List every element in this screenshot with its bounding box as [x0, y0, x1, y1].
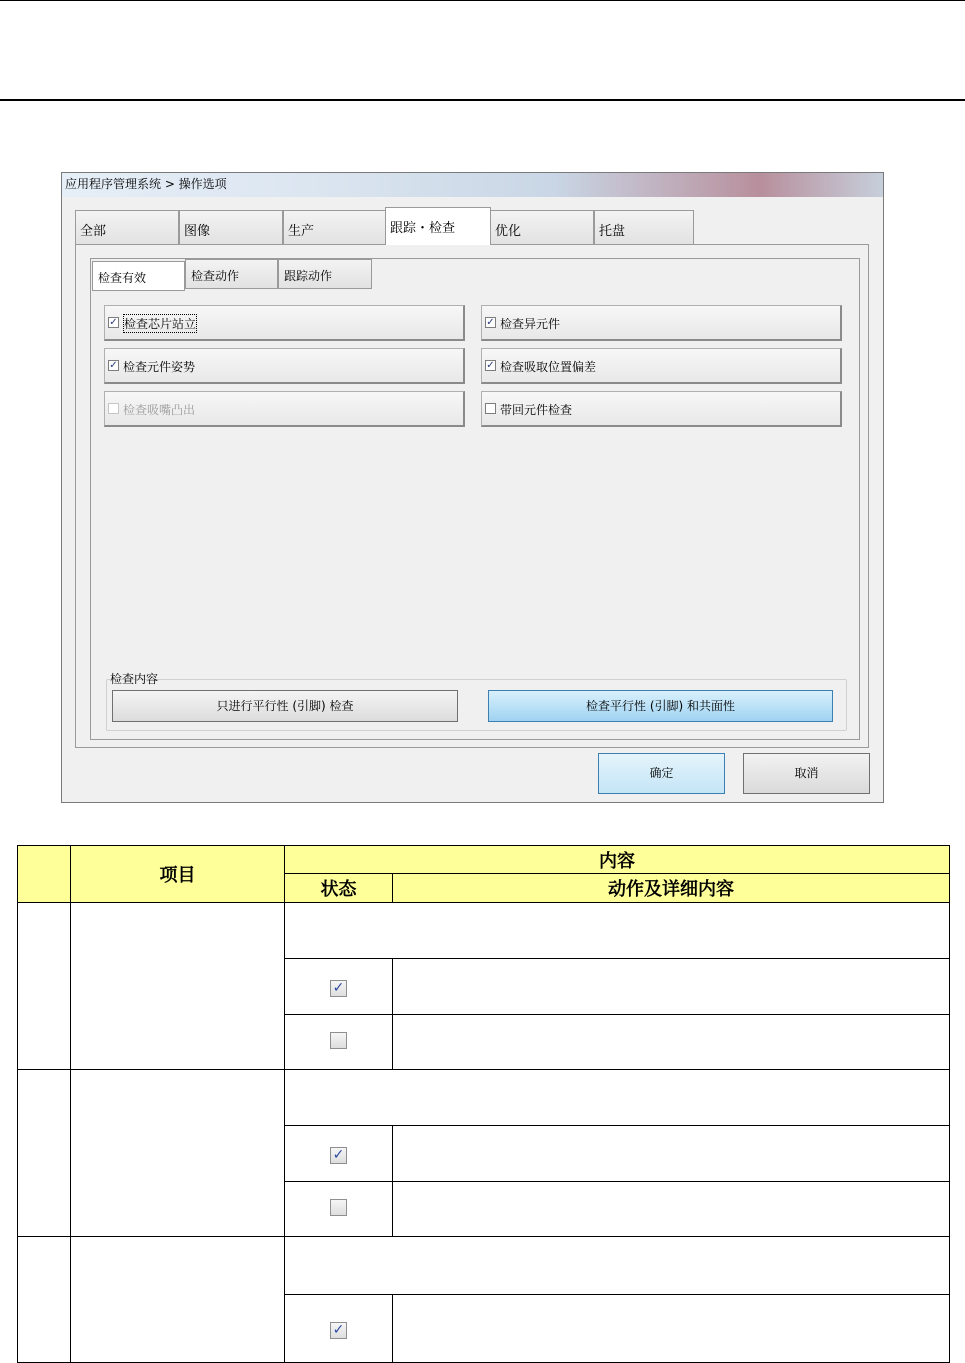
row-number-cell — [18, 903, 71, 1070]
status-cell — [285, 1126, 393, 1182]
tab-all-label: 全部 — [80, 224, 107, 239]
checkbox-checked-icon[interactable]: ✓ — [109, 360, 118, 371]
spec-table — [17, 845, 950, 1363]
checkbox-checked-icon: ✓ — [330, 1322, 347, 1339]
checkbox-checked-icon: ✓ — [330, 1147, 347, 1164]
subtab-tracking-actions[interactable] — [278, 259, 372, 289]
action-cell — [393, 1015, 950, 1070]
options-window — [61, 172, 884, 803]
row-number-cell — [18, 1237, 71, 1363]
item-cell — [71, 1237, 285, 1363]
tab-image[interactable] — [179, 210, 283, 244]
action-cell — [393, 959, 950, 1015]
option-label: 检查吸嘴凸出 — [123, 403, 196, 417]
subtab-check-enabled[interactable] — [92, 261, 185, 291]
option-nozzle-protrusion — [104, 391, 465, 427]
checkbox-disabled-icon — [108, 403, 119, 414]
header-content: 内容 — [285, 846, 950, 874]
tab-image-label: 图像 — [184, 224, 211, 239]
description-cell — [285, 1070, 950, 1126]
ok-button[interactable]: 确定 — [598, 753, 725, 794]
option-chip-standing[interactable] — [104, 305, 465, 341]
tab-tray-label: 托盘 — [599, 224, 626, 239]
checkbox-unchecked-icon — [330, 1032, 347, 1049]
status-cell — [285, 1295, 393, 1363]
description-cell — [285, 1237, 950, 1295]
top-rule — [0, 0, 965, 1]
checkbox-checked-icon[interactable]: ✓ — [486, 317, 495, 328]
header-rule — [0, 99, 965, 101]
parallel-only-button[interactable]: 只进行平行性 (引脚) 检查 — [112, 690, 458, 722]
status-cell — [285, 1182, 393, 1237]
option-label: 带回元件检查 — [500, 403, 573, 417]
subtab-check-enabled-label: 检查有效 — [98, 271, 147, 285]
header-blank — [18, 846, 71, 903]
option-pickup-offset[interactable] — [481, 348, 842, 384]
checkbox-checked-icon[interactable]: ✓ — [109, 317, 118, 328]
row-number-cell — [18, 1070, 71, 1237]
checkbox-unchecked-icon — [330, 1199, 347, 1216]
action-cell — [393, 1182, 950, 1237]
tab-production[interactable] — [283, 210, 386, 244]
tab-optimize[interactable] — [490, 210, 594, 244]
tab-production-label: 生产 — [288, 224, 315, 239]
subtab-tracking-actions-label: 跟踪动作 — [284, 269, 333, 283]
tab-tracking-inspection[interactable] — [385, 207, 491, 245]
option-different-part[interactable] — [481, 305, 842, 341]
option-part-posture[interactable] — [104, 348, 465, 384]
action-cell — [393, 1126, 950, 1182]
option-label: 检查元件姿势 — [123, 360, 196, 374]
header-status: 状态 — [285, 874, 393, 903]
status-cell — [285, 1015, 393, 1070]
status-cell — [285, 959, 393, 1015]
subtab-check-actions-label: 检查动作 — [191, 269, 240, 283]
checkbox-checked-icon: ✓ — [330, 980, 347, 997]
option-return-part-check[interactable] — [481, 391, 842, 427]
tab-optimize-label: 优化 — [495, 224, 522, 239]
item-cell — [71, 1070, 285, 1237]
tab-tray[interactable] — [594, 210, 694, 244]
subtab-check-actions[interactable] — [185, 259, 278, 289]
tab-tracking-inspection-label: 跟踪・检查 — [390, 221, 456, 236]
header-action: 动作及详细内容 — [393, 874, 950, 903]
window-title: 应用程序管理系统 > 操作选项 — [62, 173, 883, 197]
header-item: 项目 — [71, 846, 285, 903]
checkbox-checked-icon[interactable]: ✓ — [486, 360, 495, 371]
option-label: 检查芯片站立 — [123, 314, 197, 333]
inspection-group-label: 检查内容 — [110, 672, 159, 686]
action-cell — [393, 1295, 950, 1363]
cancel-button[interactable]: 取消 — [743, 753, 870, 794]
option-label: 检查异元件 — [500, 317, 561, 331]
description-cell — [285, 903, 950, 959]
checkbox-unchecked-icon[interactable] — [485, 403, 496, 414]
parallel-coplanarity-button[interactable]: 检查平行性 (引脚) 和共面性 — [488, 690, 833, 722]
tab-all[interactable] — [75, 210, 179, 244]
option-label: 检查吸取位置偏差 — [500, 360, 597, 374]
item-cell — [71, 903, 285, 1070]
